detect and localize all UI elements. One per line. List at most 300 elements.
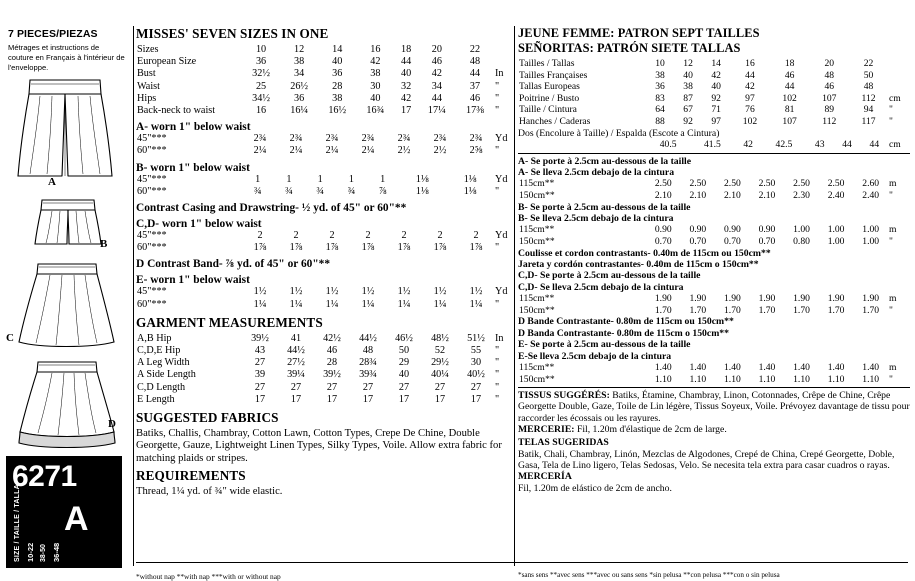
row-unit: m xyxy=(889,178,897,190)
row-value: 1.10 xyxy=(654,373,672,385)
row-value: 1.90 xyxy=(827,293,845,305)
garment-row xyxy=(136,345,512,357)
row-value: 112 xyxy=(861,92,876,104)
row-value: 1⅞ xyxy=(361,242,375,254)
row-value: 48 xyxy=(824,69,835,81)
view-label-b: B xyxy=(100,238,108,250)
row-value: 46½ xyxy=(395,332,413,344)
back-neck-row xyxy=(518,139,910,151)
row-value: 16 xyxy=(745,58,755,69)
pattern-number: 6271 xyxy=(12,460,77,493)
row-value: 38 xyxy=(683,81,693,93)
row-value: 0.90 xyxy=(724,224,741,236)
mercerie-block xyxy=(518,424,910,435)
row-unit: " xyxy=(495,369,500,381)
metric-yardage-row xyxy=(518,374,910,386)
row-value: 88 xyxy=(655,115,665,127)
row-value: 1.40 xyxy=(793,362,810,373)
row-label: 115cm** xyxy=(519,178,555,190)
metric-heading-es: D Banda Contrastante- 0.80m de 115cm o 150cm** xyxy=(518,327,729,339)
row-value: 17 xyxy=(326,393,338,405)
row-value: 44½ xyxy=(287,345,305,357)
row-value: 1.00 xyxy=(793,224,810,236)
row-value: 26½ xyxy=(290,80,309,92)
row-value: 1⅞ xyxy=(397,242,411,254)
row-value: 40 xyxy=(398,369,410,381)
metric-yardage-row xyxy=(518,190,910,202)
row-unit: " xyxy=(495,105,500,117)
row-value: 28¾ xyxy=(359,357,377,369)
row-unit xyxy=(888,70,910,82)
row-value: 27 xyxy=(434,381,446,393)
yardage-row xyxy=(136,145,512,157)
row-value: 2 xyxy=(401,230,407,242)
pieces-count: 7 PIECES/PIEZAS xyxy=(8,28,98,40)
row-value: 1 xyxy=(286,173,292,185)
row-value: 12 xyxy=(294,44,305,55)
yardage-heading: C,D- worn 1" below waist xyxy=(136,218,262,231)
row-value: 1¼ xyxy=(361,298,375,310)
row-value: 52 xyxy=(434,345,446,357)
row-value: 27 xyxy=(254,381,266,393)
row-value: 1.00 xyxy=(827,224,845,236)
row-value: 16 xyxy=(370,44,381,55)
row-value: 64 xyxy=(655,104,665,116)
divider-line xyxy=(518,153,910,154)
telas-title: TELAS SUGERIDAS xyxy=(518,437,609,449)
row-value: ¾ xyxy=(285,185,293,197)
yardage-section xyxy=(136,162,512,198)
row-value: 27 xyxy=(326,381,338,393)
row-value: 42½ xyxy=(323,332,341,344)
row-label: E Length xyxy=(137,393,175,405)
metric-heading-fr: D Bande Contrastante- 0.80m de 115cm ou 150cm** xyxy=(518,316,734,328)
row-label: 150cm** xyxy=(519,373,555,385)
metric-yardage-table xyxy=(518,362,910,385)
row-value: 2¼ xyxy=(289,145,303,157)
row-value: 27 xyxy=(254,357,266,369)
divider-line-2 xyxy=(518,387,910,388)
row-value: 22 xyxy=(863,58,874,69)
row-value: 1.10 xyxy=(827,373,845,385)
row-value: 36 xyxy=(255,56,267,68)
row-value: 1.10 xyxy=(724,373,741,385)
row-value: 41 xyxy=(290,332,302,344)
row-value: 102 xyxy=(742,115,758,127)
yardage-row xyxy=(136,186,512,198)
row-value: 27 xyxy=(398,381,410,393)
row-label: Sizes xyxy=(137,44,159,55)
row-value: 2.50 xyxy=(758,178,776,190)
metric-heading-es: B- Se lleva 2.5cm debajo de la cintura xyxy=(518,212,674,224)
row-value: 2.40 xyxy=(827,189,845,201)
yardage-heading: B- worn 1" below waist xyxy=(136,161,250,174)
row-value: 1⅞ xyxy=(325,242,339,254)
row-value: 1⅛ xyxy=(463,173,477,185)
row-value: 44 xyxy=(842,138,852,150)
row-value: 16¼ xyxy=(290,105,309,117)
row-value: 16½ xyxy=(328,105,347,117)
row-value: ⅞ xyxy=(378,185,387,197)
metric-yardage-row xyxy=(518,236,910,248)
row-value: 89 xyxy=(824,104,835,116)
yardage-heading: Contrast Casing and Drawstring- ½ yd. of 45" or 60"** xyxy=(136,202,407,215)
row-value: 1¼ xyxy=(397,298,411,310)
row-unit: " xyxy=(495,242,500,254)
row-label: 60"*** xyxy=(137,242,167,254)
row-value: 1.90 xyxy=(654,293,672,305)
metric-heading-es: E-Se lleva 2.5cm debajo de la cintura xyxy=(518,350,672,362)
row-value: 1⅞ xyxy=(433,242,447,254)
row-value: 1½ xyxy=(325,286,339,298)
yardage-table xyxy=(136,286,512,310)
row-value: 2.40 xyxy=(862,189,880,201)
row-value: 44 xyxy=(784,81,795,93)
row-value: 14 xyxy=(711,58,721,69)
row-value: 1.40 xyxy=(862,362,880,373)
row-value: 40 xyxy=(332,56,343,68)
row-value: 50 xyxy=(863,69,874,81)
row-unit: " xyxy=(495,357,500,369)
row-unit: m xyxy=(889,224,897,236)
row-value: 1.90 xyxy=(862,293,880,305)
suggested-fabrics-block xyxy=(136,410,512,499)
row-value: 1⅛ xyxy=(415,185,429,197)
row-value: 1.00 xyxy=(827,235,845,247)
metric-size-row xyxy=(518,116,910,128)
metric-size-table xyxy=(518,58,910,128)
row-value: 1.10 xyxy=(862,373,880,385)
row-value: 2.10 xyxy=(689,189,707,201)
row-value: 2 xyxy=(365,230,371,242)
row-value: 1 xyxy=(317,173,323,185)
row-value: 67 xyxy=(683,104,693,116)
metric-yardage-sections xyxy=(518,156,910,386)
row-value: 1 xyxy=(380,173,386,185)
row-label: 115cm** xyxy=(519,224,555,236)
row-value: 71 xyxy=(711,104,721,116)
row-value: 40 xyxy=(711,81,721,93)
row-unit: Yd xyxy=(495,173,508,185)
row-value: 50 xyxy=(398,345,410,357)
yardage-row xyxy=(136,230,512,242)
row-value: 29½ xyxy=(431,357,449,369)
row-label: 45"*** xyxy=(137,286,167,298)
yardage-row xyxy=(136,133,512,145)
row-value: 17¼ xyxy=(427,105,446,117)
row-label xyxy=(518,139,646,151)
row-label: A Leg Width xyxy=(137,357,190,369)
row-value: 107 xyxy=(782,115,797,127)
row-value: 1.10 xyxy=(758,373,776,385)
illustration-view-c xyxy=(0,258,132,354)
spanish-title: SEÑORITAS: PATRÓN SIETE TALLAS xyxy=(518,41,741,55)
row-value: 1.70 xyxy=(758,304,776,316)
row-value: 2¾ xyxy=(289,133,303,145)
row-unit xyxy=(888,58,910,70)
garment-row xyxy=(136,333,512,345)
row-label: 115cm** xyxy=(519,362,555,373)
row-label: Tailles / Tallas xyxy=(519,58,575,69)
metric-size-row xyxy=(518,70,910,82)
row-label: C,D Length xyxy=(137,381,186,393)
metric-size-row xyxy=(518,58,910,70)
size-group-letter: A xyxy=(64,500,89,538)
row-label: Taille / Cintura xyxy=(519,104,577,116)
row-value: 14 xyxy=(332,44,343,55)
row-value: 2.60 xyxy=(862,178,880,190)
row-value: 17 xyxy=(400,105,412,117)
row-value: 2.50 xyxy=(654,178,672,190)
row-value: 46 xyxy=(784,69,795,81)
row-unit: m xyxy=(889,293,897,305)
row-value: 44 xyxy=(869,138,880,150)
row-value: 27 xyxy=(470,381,482,393)
row-value: 1.00 xyxy=(862,235,880,247)
row-value: 40 xyxy=(400,68,412,80)
row-unit: Yd xyxy=(495,133,508,145)
row-value: 39¼ xyxy=(287,369,305,381)
metric-yardage-section xyxy=(518,270,910,316)
row-value: 44 xyxy=(431,92,442,104)
row-label: European Size xyxy=(137,56,197,68)
row-value: 102 xyxy=(782,92,797,104)
yardage-section xyxy=(136,258,512,270)
row-label: Tallas Europeas xyxy=(519,81,580,93)
english-title: MISSES' SEVEN SIZES IN ONE xyxy=(136,26,329,41)
row-label: Hanches / Caderas xyxy=(519,115,591,127)
row-value: 0.90 xyxy=(758,224,776,236)
row-label: Bust xyxy=(137,68,156,80)
metric-yardage-section xyxy=(518,248,910,271)
yardage-table xyxy=(136,174,512,198)
row-value: 1½ xyxy=(289,286,303,298)
row-unit: " xyxy=(495,345,500,357)
row-label: Hips xyxy=(137,92,157,104)
row-value: 42 xyxy=(370,56,381,68)
row-value: 1⅛ xyxy=(415,173,429,185)
row-value: 117 xyxy=(861,115,876,127)
yardage-section xyxy=(136,274,512,310)
metric-yardage-row xyxy=(518,362,910,374)
row-value: 83 xyxy=(655,92,665,104)
row-value: 1⅞ xyxy=(289,242,303,254)
row-value: 2⅝ xyxy=(469,145,483,157)
row-value: 2¼ xyxy=(325,145,339,157)
metric-yardage-row xyxy=(518,178,910,190)
row-value: 92 xyxy=(711,92,721,104)
metric-heading-fr: C,D- Se porte à 2.5cm au-dessous de la taille xyxy=(518,270,701,282)
yardage-row xyxy=(136,242,512,254)
row-value: 17 xyxy=(290,393,302,405)
row-value: 2 xyxy=(293,230,299,242)
row-label: Waist xyxy=(137,80,160,92)
metric-yardage-row xyxy=(518,305,910,317)
french-title: JEUNE FEMME: PATRON SEPT TAILLES xyxy=(518,26,760,40)
row-label: 115cm** xyxy=(519,293,555,305)
metric-size-row xyxy=(518,93,910,105)
row-label: 60"*** xyxy=(137,298,167,310)
row-value: 87 xyxy=(683,92,693,104)
row-value: 1.70 xyxy=(724,304,741,316)
row-value: 81 xyxy=(784,104,795,116)
row-value: 1¼ xyxy=(325,298,339,310)
row-unit xyxy=(888,81,910,93)
row-value: 44 xyxy=(400,56,412,68)
row-value: 1.90 xyxy=(724,293,741,305)
view-label-a: A xyxy=(48,176,56,188)
row-value: 10 xyxy=(255,44,267,55)
row-value: 97 xyxy=(711,115,721,127)
metric-yardage-table xyxy=(518,293,910,316)
row-value: 40.5 xyxy=(659,138,677,150)
column-divider-1 xyxy=(133,26,134,566)
row-label: 45"*** xyxy=(137,230,167,242)
row-value: 1⅛ xyxy=(463,185,477,197)
row-value: 46 xyxy=(469,92,481,104)
row-unit: " xyxy=(889,304,893,316)
size-table-row xyxy=(136,68,512,80)
row-value: 2 xyxy=(329,230,335,242)
row-unit: " xyxy=(889,104,893,116)
row-value: 2 xyxy=(437,230,443,242)
row-value: 2¾ xyxy=(397,133,411,145)
row-value: 55 xyxy=(470,345,482,357)
fr-size: 38-50 xyxy=(40,544,47,562)
row-value: 34½ xyxy=(252,92,270,104)
row-value: 1⅞ xyxy=(469,242,483,254)
row-unit: In xyxy=(495,332,504,344)
row-value: 1.40 xyxy=(758,362,776,373)
row-unit: " xyxy=(495,381,500,393)
yardage-row xyxy=(136,299,512,311)
row-value: 1.90 xyxy=(758,293,776,305)
row-value: 36 xyxy=(332,68,343,80)
row-value: 42.5 xyxy=(775,138,793,150)
row-value: 1.40 xyxy=(724,362,741,373)
row-value: 2¾ xyxy=(433,133,447,145)
row-unit: " xyxy=(495,145,500,157)
row-value: 1.10 xyxy=(689,373,707,385)
mercerie-title: MERCERIE: xyxy=(518,424,575,436)
size-label: SIZE / TAILLE / TALLA xyxy=(14,484,21,562)
metric-yardage-section xyxy=(518,156,910,202)
row-value: 48 xyxy=(863,81,874,93)
row-value: 1½ xyxy=(253,286,267,298)
illustration-view-b xyxy=(0,194,132,256)
row-label: 150cm** xyxy=(519,189,555,201)
row-value: 32½ xyxy=(252,68,270,80)
row-value: 27 xyxy=(362,381,374,393)
metric-yardage-row xyxy=(518,293,910,305)
row-value: 48 xyxy=(362,345,374,357)
row-unit: " xyxy=(889,373,893,385)
row-value: 39 xyxy=(254,369,266,381)
row-value: 1.90 xyxy=(793,293,810,305)
row-value: 1.70 xyxy=(689,304,707,316)
us-size: 10-22 xyxy=(26,542,35,562)
row-value: 38 xyxy=(332,92,343,104)
row-unit xyxy=(494,56,512,68)
merceria-title: MERCERÍA xyxy=(518,471,572,483)
mercerie-text: Fil, 1.20m d'élastique de 2cm de large. xyxy=(576,424,727,436)
suggested-fabrics-text: Batiks, Challis, Chambray, Cotton Lawn, Cotton Types, Crepe De Chine, Double Georgette, Gauze, Lightweight Linen Types, Silky Types, Voile. Allow extra fabric for matching plaids or stripes. xyxy=(136,428,502,464)
row-value: 17 xyxy=(362,393,374,405)
yardage-heading: E- worn 1" below waist xyxy=(136,274,250,287)
row-value: 28 xyxy=(326,357,338,369)
row-value: 16 xyxy=(255,105,267,117)
garment-row xyxy=(136,382,512,394)
metric-size-row xyxy=(518,104,910,116)
row-value: 1.70 xyxy=(793,304,810,316)
row-value: 18 xyxy=(400,44,412,55)
row-value: 12 xyxy=(683,58,693,69)
row-value: 2.50 xyxy=(827,178,845,190)
merceria-block xyxy=(518,471,910,494)
row-value: 34 xyxy=(431,80,442,92)
row-value: ¾ xyxy=(347,185,356,197)
row-value: 27½ xyxy=(287,357,305,369)
yardage-heading: A- worn 1" below waist xyxy=(136,121,251,134)
row-value: 107 xyxy=(822,92,837,104)
row-label: Poitrine / Busto xyxy=(519,92,580,104)
row-value: 0.90 xyxy=(654,224,672,236)
row-value: 1.40 xyxy=(654,362,672,373)
row-value: 97 xyxy=(745,92,755,104)
row-value: 10 xyxy=(655,58,665,69)
row-unit: In xyxy=(495,68,504,80)
row-value: 76 xyxy=(745,104,755,116)
garment-measurements-title: GARMENT MEASUREMENTS xyxy=(136,314,323,330)
row-value: 43 xyxy=(814,138,825,150)
row-value: 40½ xyxy=(467,369,485,381)
row-value: 0.90 xyxy=(689,224,707,236)
garment-row xyxy=(136,369,512,381)
row-value: 1⅞ xyxy=(253,242,267,254)
row-value: 2½ xyxy=(397,145,411,157)
row-value: 2.10 xyxy=(758,189,776,201)
left-header xyxy=(0,0,132,73)
yardage-heading: D Contrast Band- ⅞ yd. of 45" or 60"** xyxy=(136,258,331,271)
size-table-row xyxy=(136,81,512,93)
tissus-suggeres xyxy=(518,390,910,424)
row-label: 150cm** xyxy=(519,235,555,247)
telas-sugeridas xyxy=(518,437,910,471)
tissus-title: TISSUS SUGGÉRÉS: xyxy=(518,390,610,402)
row-value: 48 xyxy=(469,56,481,68)
row-value: 1.40 xyxy=(689,362,707,373)
row-unit: " xyxy=(495,185,500,197)
yardage-table xyxy=(136,230,512,254)
row-value: 17 xyxy=(398,393,410,405)
garment-row xyxy=(136,394,512,406)
row-value: 34 xyxy=(294,68,305,80)
row-value: 2.30 xyxy=(793,189,810,201)
row-value: 44½ xyxy=(359,332,377,344)
size-table-row xyxy=(136,56,512,68)
column-divider-2 xyxy=(514,26,515,566)
row-value: 20 xyxy=(824,58,835,69)
row-label: 45"*** xyxy=(137,133,167,145)
row-label: 60"*** xyxy=(137,185,167,197)
row-value: ¾ xyxy=(253,185,262,197)
row-value: 48½ xyxy=(431,332,449,344)
row-value: 46 xyxy=(824,81,835,93)
metric-yardage-row xyxy=(518,224,910,236)
requirements-title: REQUIREMENTS xyxy=(136,468,246,484)
row-value: 0.80 xyxy=(793,235,810,247)
size-table-row xyxy=(136,105,512,117)
